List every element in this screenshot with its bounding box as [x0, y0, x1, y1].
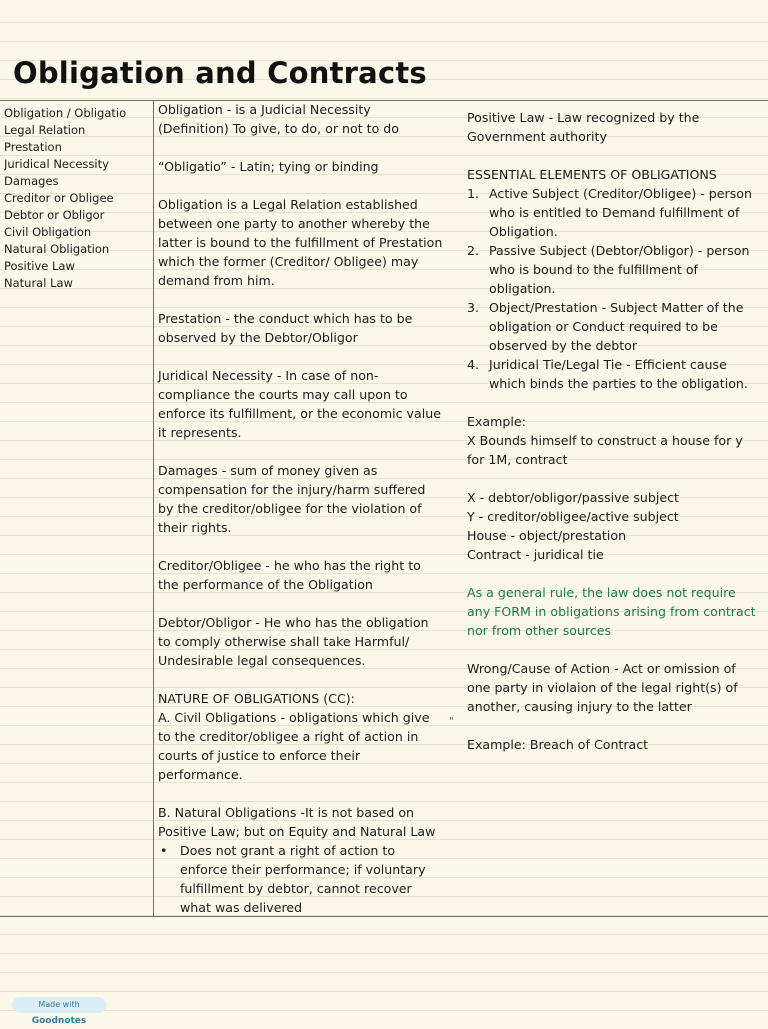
damages-note: Damages - sum of money given as compensation for the injury/harm suffered by the creditor/obligee for the violation of their rights. [158, 463, 426, 535]
list-text: Passive Subject (Debtor/Obligor) - person who is bound to the fulfillment of obligation. [489, 243, 750, 296]
cue-item: Natural Law [4, 276, 73, 290]
cue-item: Civil Obligation [4, 225, 92, 239]
example-text: X Bounds himself to construct a house for y for 1M, contract [467, 433, 743, 467]
cue-column-rule [153, 101, 154, 916]
natural-obligations-note: B. Natural Obligations -It is not based on Positive Law; but on Equity and Natural Law [158, 805, 436, 839]
made-with-badge[interactable] [12, 997, 106, 1026]
cue-item: Debtor or Obligor [4, 208, 105, 222]
prestation-note: Prestation - the conduct which has to be observed by the Debtor/Obligor [158, 311, 413, 345]
cause-of-action-note: Wrong/Cause of Action - Act or omission of one party in violaion of the legal right(s) of another, causing injury to the latter [467, 661, 738, 714]
creditor-note: Creditor/Obligee - he who has the right to the performance of the Obligation [158, 558, 421, 592]
role-line: House - object/prestation [467, 528, 627, 543]
list-item [158, 841, 443, 917]
list-item [467, 241, 757, 298]
natural-obligations-bullets [158, 841, 443, 917]
stray-mark: " [449, 716, 454, 727]
cue-item: Prestation [4, 140, 62, 154]
legal-relation-note: Obligation is a Legal Relation established between one party to another whereby the latter is bound to the fulfillment of Prestation which the former (Creditor/ Obligee) may demand from him. [158, 197, 443, 288]
bullet-icon: • [160, 843, 168, 858]
example-label: Example: [467, 414, 526, 429]
debtor-note: Debtor/Obligor - He who has the obligation to comply otherwise shall take Harmful/ Undesirable legal consequences. [158, 615, 429, 668]
notes-column-right [467, 108, 757, 773]
list-text: Object/Prestation - Subject Matter of the obligation or Conduct required to be observed by the debtor [489, 300, 744, 353]
list-item [467, 298, 757, 355]
cue-item: Obligation / Obligatio [4, 106, 127, 120]
cue-item: Natural Obligation [4, 242, 110, 256]
goodnotes-logo-text: Goodnotes [31, 1016, 87, 1026]
nature-heading: NATURE OF OBLIGATIONS (CC): [158, 691, 355, 706]
list-number: 4. [467, 357, 480, 372]
list-item [467, 355, 757, 393]
cue-item: Legal Relation [4, 123, 86, 137]
obligation-definition: Obligation - is a Judicial Necessity (Definition) To give, to do, or not to do [158, 102, 399, 136]
cue-list [4, 105, 150, 292]
obligatio-note: “Obligatio” - Latin; tying or binding [158, 159, 379, 174]
notes-column-left [158, 100, 443, 917]
badge-prefix: Made with [38, 1000, 80, 1009]
list-number: 3. [467, 300, 480, 315]
civil-obligations-note: A. Civil Obligations - obligations which give to the creditor/obligee a right of action in courts of justice to enforce their performance. [158, 710, 430, 782]
cue-item: Juridical Necessity [4, 157, 109, 171]
elements-heading: ESSENTIAL ELEMENTS OF OBLIGATIONS [467, 167, 717, 182]
list-number: 1. [467, 186, 480, 201]
list-text: Active Subject (Creditor/Obligee) - person who is entitled to Demand fulfillment of Obligation. [489, 186, 752, 239]
role-line: X - debtor/obligor/passive subject [467, 490, 679, 505]
list-item [467, 184, 757, 241]
page-title: Obligation and Contracts [13, 56, 427, 90]
positive-law-note: Positive Law - Law recognized by the Government authority [467, 110, 700, 144]
general-rule-note: As a general rule, the law does not require any FORM in obligations arising from contract nor from other sources [467, 585, 756, 638]
list-text: Juridical Tie/Legal Tie - Efficient cause which binds the parties to the obligation. [489, 357, 748, 391]
cue-item: Positive Law [4, 259, 75, 273]
elements-list [467, 184, 757, 393]
role-line: Contract - juridical tie [467, 547, 604, 562]
list-number: 2. [467, 243, 480, 258]
role-line: Y - creditor/obligee/active subject [467, 509, 679, 524]
juridical-necessity-note: Juridical Necessity - In case of non-compliance the courts may call upon to enforce its fulfillment, or the economic value it represents. [158, 368, 441, 440]
breach-example: Example: Breach of Contract [467, 737, 649, 752]
bullet-text: Does not grant a right of action to enforce their performance; if voluntary fulfillment by debtor, cannot recover what was delivered [180, 843, 426, 915]
cue-item: Creditor or Obligee [4, 191, 114, 205]
cue-item: Damages [4, 174, 59, 188]
